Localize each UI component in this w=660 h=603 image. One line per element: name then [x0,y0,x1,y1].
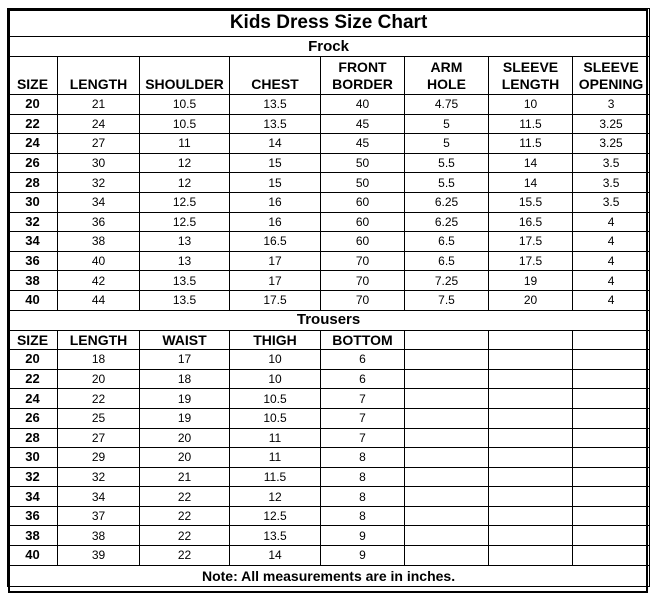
frock-value-cell: 13.5 [230,95,321,115]
trousers-value-cell: 13.5 [230,526,321,546]
frock-value-cell: 70 [321,271,405,291]
frock-value-cell: 5.5 [405,173,489,193]
trousers-value-cell: 8 [321,467,405,487]
trousers-header-cell: WAIST [140,330,230,350]
frock-value-cell: 50 [321,153,405,173]
trousers-value-cell: 32 [58,467,140,487]
trousers-value-cell: 22 [140,506,230,526]
frock-value-cell: 34 [58,192,140,212]
frock-value-cell: 4 [573,251,650,271]
frock-value-cell: 60 [321,232,405,252]
frock-value-cell: 4.75 [405,95,489,115]
trousers-value-cell: 12 [230,487,321,507]
frock-value-cell: 32 [58,173,140,193]
frock-size-cell: 34 [8,232,58,252]
trousers-value-cell: 22 [140,546,230,566]
trousers-value-cell: 9 [321,546,405,566]
frock-header-cell: SHOULDER [140,57,230,95]
frock-size-cell: 36 [8,251,58,271]
frock-header-cell: SIZE [8,57,58,95]
frock-value-cell: 45 [321,134,405,154]
frock-size-cell: 32 [8,212,58,232]
outer-frame [8,9,648,593]
frock-value-cell: 38 [58,232,140,252]
frock-value-cell: 4 [573,271,650,291]
frock-value-cell: 24 [58,114,140,134]
frock-size-cell: 38 [8,271,58,291]
trousers-value-cell: 39 [58,546,140,566]
trousers-value-cell: 20 [140,428,230,448]
frock-value-cell: 27 [58,134,140,154]
frock-value-cell: 12 [140,153,230,173]
trousers-value-cell: 17 [140,350,230,370]
trousers-value-cell: 10 [230,350,321,370]
trousers-value-cell: 18 [58,350,140,370]
trousers-value-cell: 29 [58,448,140,468]
trousers-value-cell: 38 [58,526,140,546]
frock-value-cell: 44 [58,290,140,310]
trousers-value-cell: 11.5 [230,467,321,487]
trousers-size-cell: 24 [8,389,58,409]
frock-value-cell: 60 [321,212,405,232]
frock-value-cell: 11.5 [489,114,573,134]
frock-header-cell: SLEEVE LENGTH [489,57,573,95]
frock-section-title: Frock [8,37,650,57]
frock-value-cell: 17.5 [489,232,573,252]
trousers-value-cell: 34 [58,487,140,507]
frock-value-cell: 5 [405,114,489,134]
frock-value-cell: 10 [489,95,573,115]
trousers-header-cell: THIGH [230,330,321,350]
frock-value-cell: 17.5 [230,290,321,310]
trousers-value-cell: 6 [321,369,405,389]
frock-value-cell: 16 [230,192,321,212]
trousers-value-cell: 22 [140,526,230,546]
frock-value-cell: 16 [230,212,321,232]
frock-value-cell: 11.5 [489,134,573,154]
frock-size-cell: 30 [8,192,58,212]
frock-value-cell: 3.5 [573,192,650,212]
trousers-value-cell: 6 [321,350,405,370]
frock-size-cell: 24 [8,134,58,154]
frock-value-cell: 3 [573,95,650,115]
frock-value-cell: 17 [230,251,321,271]
frock-value-cell: 21 [58,95,140,115]
frock-value-cell: 12.5 [140,192,230,212]
trousers-value-cell: 20 [58,369,140,389]
frock-value-cell: 19 [489,271,573,291]
trousers-value-cell: 8 [321,506,405,526]
frock-value-cell: 70 [321,290,405,310]
trousers-header-cell: SIZE [8,330,58,350]
frock-value-cell: 60 [321,192,405,212]
trousers-value-cell: 27 [58,428,140,448]
trousers-value-cell: 37 [58,506,140,526]
trousers-value-cell: 12.5 [230,506,321,526]
trousers-value-cell: 8 [321,448,405,468]
trousers-size-cell: 36 [8,506,58,526]
frock-value-cell: 11 [140,134,230,154]
frock-size-cell: 26 [8,153,58,173]
trousers-value-cell: 19 [140,408,230,428]
frock-value-cell: 3.5 [573,173,650,193]
frock-size-cell: 40 [8,290,58,310]
frock-value-cell: 14 [489,173,573,193]
trousers-section-title: Trousers [8,310,650,330]
trousers-size-cell: 26 [8,408,58,428]
frock-header-cell: ARM HOLE [405,57,489,95]
frock-value-cell: 14 [489,153,573,173]
trousers-size-cell: 30 [8,448,58,468]
trousers-value-cell: 10.5 [230,408,321,428]
frock-value-cell: 15 [230,153,321,173]
frock-size-cell: 20 [8,95,58,115]
frock-value-cell: 45 [321,114,405,134]
frock-value-cell: 6.25 [405,212,489,232]
frock-value-cell: 13 [140,232,230,252]
frock-value-cell: 40 [58,251,140,271]
frock-value-cell: 70 [321,251,405,271]
trousers-value-cell: 9 [321,526,405,546]
trousers-value-cell: 7 [321,389,405,409]
trousers-size-cell: 20 [8,350,58,370]
trousers-value-cell: 10.5 [230,389,321,409]
frock-value-cell: 40 [321,95,405,115]
frock-value-cell: 17.5 [489,251,573,271]
trousers-value-cell: 11 [230,448,321,468]
trousers-value-cell: 22 [58,389,140,409]
frock-value-cell: 30 [58,153,140,173]
trousers-value-cell: 11 [230,428,321,448]
trousers-value-cell: 20 [140,448,230,468]
frock-value-cell: 10.5 [140,114,230,134]
frock-value-cell: 12 [140,173,230,193]
frock-value-cell: 17 [230,271,321,291]
frock-value-cell: 3.5 [573,153,650,173]
frock-value-cell: 13 [140,251,230,271]
trousers-value-cell: 22 [140,487,230,507]
frock-header-cell: SLEEVE OPENING [573,57,650,95]
frock-value-cell: 4 [573,232,650,252]
frock-value-cell: 6.25 [405,192,489,212]
frock-value-cell: 10.5 [140,95,230,115]
trousers-value-cell: 7 [321,408,405,428]
frock-value-cell: 16.5 [489,212,573,232]
trousers-size-cell: 28 [8,428,58,448]
trousers-size-cell: 38 [8,526,58,546]
frock-value-cell: 5 [405,134,489,154]
trousers-value-cell: 8 [321,487,405,507]
frock-value-cell: 5.5 [405,153,489,173]
trousers-size-cell: 32 [8,467,58,487]
chart-title: Kids Dress Size Chart [8,9,650,37]
trousers-value-cell: 25 [58,408,140,428]
frock-header-cell: CHEST [230,57,321,95]
trousers-value-cell: 19 [140,389,230,409]
frock-value-cell: 15 [230,173,321,193]
frock-value-cell: 14 [230,134,321,154]
frock-value-cell: 50 [321,173,405,193]
trousers-header-cell: BOTTOM [321,330,405,350]
frock-header-cell: FRONT BORDER [321,57,405,95]
trousers-value-cell: 7 [321,428,405,448]
frock-value-cell: 3.25 [573,114,650,134]
frock-value-cell: 13.5 [140,290,230,310]
trousers-value-cell: 18 [140,369,230,389]
frock-value-cell: 20 [489,290,573,310]
frock-value-cell: 3.25 [573,134,650,154]
note-text: Note: All measurements are in inches. [8,565,650,586]
frock-value-cell: 6.5 [405,232,489,252]
frock-value-cell: 4 [573,290,650,310]
frock-value-cell: 4 [573,212,650,232]
trousers-header-cell: LENGTH [58,330,140,350]
frock-value-cell: 13.5 [140,271,230,291]
frock-value-cell: 36 [58,212,140,232]
frock-value-cell: 16.5 [230,232,321,252]
frock-value-cell: 6.5 [405,251,489,271]
frock-value-cell: 13.5 [230,114,321,134]
trousers-value-cell: 21 [140,467,230,487]
frock-value-cell: 42 [58,271,140,291]
trousers-size-cell: 22 [8,369,58,389]
frock-value-cell: 7.5 [405,290,489,310]
frock-header-cell: LENGTH [58,57,140,95]
frock-size-cell: 22 [8,114,58,134]
trousers-size-cell: 40 [8,546,58,566]
trousers-size-cell: 34 [8,487,58,507]
frock-value-cell: 15.5 [489,192,573,212]
frock-value-cell: 12.5 [140,212,230,232]
frock-size-cell: 28 [8,173,58,193]
trousers-value-cell: 14 [230,546,321,566]
frock-value-cell: 7.25 [405,271,489,291]
trousers-value-cell: 10 [230,369,321,389]
